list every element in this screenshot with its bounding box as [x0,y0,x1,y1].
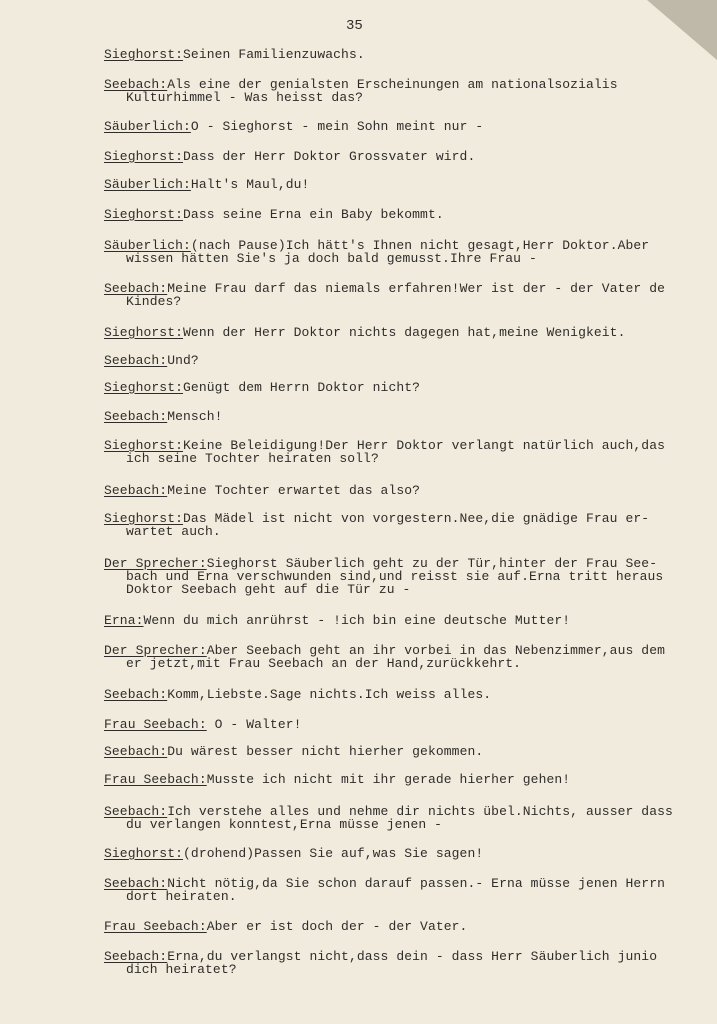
speech-text: Wenn der Herr Doktor nichts dagegen hat,meine Wenigkeit. [183,325,626,340]
dialogue-line [104,120,716,133]
speaker-name: Seebach: [104,876,168,891]
speech-continuation: wissen hätten Sie's ja doch bald gemusst.Ihre Frau - [126,251,537,266]
speaker-name: Sieghorst: [104,47,184,62]
speech-continuation: bach und Erna verschwunden sind,und reisst sie auf.Erna tritt heraus [126,569,664,584]
dialogue-line [104,718,716,731]
speaker-name: Frau Seebach: [104,919,207,934]
dialogue-line [104,410,716,423]
speech-continuation: du verlangen konntest,Erna müsse jenen - [126,817,443,832]
speech-continuation: er jetzt,mit Frau Seebach an der Hand,zurückkehrt. [126,656,522,671]
dialogue-line [104,381,716,394]
speech-text: Als eine der genialsten Erscheinungen am nationalsozialis [167,77,618,92]
speech-continuation: Kindes? [126,294,182,309]
speaker-name: Der Sprecher: [104,556,207,571]
speaker-name: Frau Seebach: [104,717,207,732]
speech-text: Du wärest besser nicht hierher gekommen. [167,744,484,759]
line-first [104,773,716,786]
speech-text: Keine Beleidigung!Der Herr Doktor verlangt natürlich auch,das [183,438,665,453]
speaker-name: Seebach: [104,353,168,368]
speaker-name: Seebach: [104,949,168,964]
dialogue-line [104,614,716,627]
speaker-name: Sieghorst: [104,149,184,164]
dialogue-line [104,354,716,367]
dialogue-line [104,326,716,339]
speech-text: Aber er ist doch der - der Vater. [206,919,468,934]
speaker-name: Seebach: [104,804,168,819]
dialogue-line [104,150,716,163]
speech-text: Erna,du verlangst nicht,dass dein - dass Herr Säuberlich junio [167,949,658,964]
dialogue-line [104,847,716,860]
speech-text: Meine Frau darf das niemals erfahren!Wer ist der - der Vater de [167,281,665,296]
speech-continuation: ich seine Tochter heiraten soll? [126,451,379,466]
line-first [104,326,716,339]
line-first [104,484,716,497]
speech-continuation: wartet auch. [126,524,221,539]
speech-text: Genügt dem Herrn Doktor nicht? [183,380,421,395]
speaker-name: Sieghorst: [104,511,184,526]
speaker-name: Säuberlich: [104,119,191,134]
speech-text: Das Mädel ist nicht von vorgestern.Nee,die gnädige Frau er- [183,511,650,526]
speaker-name: Erna: [104,613,144,628]
speech-text: Dass seine Erna ein Baby bekommt. [183,207,444,222]
dialogue-line [104,239,716,265]
speaker-name: Sieghorst: [104,846,184,861]
line-first [104,381,716,394]
speaker-name: Seebach: [104,483,168,498]
dialogue-line [104,805,716,831]
dialogue-line [104,78,716,104]
dialogue-line [104,557,716,596]
speech-text: Halt's Maul,du! [190,177,310,192]
dialogue-line [104,920,716,933]
dialogue-line [104,208,716,221]
speaker-name: Der Sprecher: [104,643,207,658]
line-first [104,847,716,860]
speech-text: (nach Pause)Ich hätt's Ihnen nicht gesagt,Herr Doktor.Aber [190,238,650,253]
speaker-name: Seebach: [104,77,168,92]
speaker-name: Seebach: [104,744,168,759]
line-first [104,410,716,423]
speaker-name: Sieghorst: [104,438,184,453]
dialogue-line [104,484,716,497]
speech-continuation: Doktor Seebach geht auf die Tür zu - [126,582,411,597]
line-first [104,745,716,758]
speaker-name: Seebach: [104,687,168,702]
speaker-name: Sieghorst: [104,207,184,222]
speaker-name: Seebach: [104,281,168,296]
speech-text: Wenn du mich anrührst - !ich bin eine deutsche Mutter! [143,613,571,628]
speaker-name: Frau Seebach: [104,772,207,787]
speech-text: Musste ich nicht mit ihr gerade hierher gehen! [206,772,571,787]
speech-text: Meine Tochter erwartet das also? [167,483,421,498]
dialogue-line [104,688,716,701]
speech-continuation: Kulturhimmel - Was heisst das? [126,90,364,105]
line-first [104,718,716,731]
dialogue-line [104,773,716,786]
line-first [104,150,716,163]
page-number: 35 [346,18,363,34]
line-first [104,120,716,133]
speech-text: O - Walter! [206,717,302,732]
dialogue-line [104,178,716,191]
dialogue-line [104,877,716,903]
speaker-name: Sieghorst: [104,380,184,395]
line-first [104,354,716,367]
dialogue-line [104,745,716,758]
speech-text: Dass der Herr Doktor Grossvater wird. [183,149,476,164]
dialogue-line [104,512,716,538]
line-first [104,48,716,61]
speech-text: Mensch! [167,409,223,424]
line-first [104,920,716,933]
speaker-name: Sieghorst: [104,325,184,340]
speech-continuation: dort heiraten. [126,889,237,904]
speaker-name: Seebach: [104,409,168,424]
speech-text: (drohend)Passen Sie auf,was Sie sagen! [183,846,484,861]
speech-continuation: dich heiratet? [126,962,237,977]
dialogue-line [104,950,716,976]
speaker-name: Säuberlich: [104,238,191,253]
dialogue-line [104,644,716,670]
dialogue-line [104,439,716,465]
line-first [104,688,716,701]
speech-text: Sieghorst Säuberlich geht zu der Tür,hinter der Frau See- [206,556,658,571]
speech-text: Seinen Familienzuwachs. [183,47,365,62]
dialogue-line [104,48,716,61]
line-first [104,178,716,191]
speech-text: Nicht nötig,da Sie schon darauf passen.- Erna müsse jenen Herrn [167,876,665,891]
speech-text: Aber Seebach geht an ihr vorbei in das Nebenzimmer,aus dem [206,643,665,658]
line-first [104,282,716,295]
speaker-name: Säuberlich: [104,177,191,192]
speech-text: Und? [167,353,199,368]
speech-text: Ich verstehe alles und nehme dir nichts übel.Nichts, ausser dass [167,804,673,819]
speech-text: Komm,Liebste.Sage nichts.Ich weiss alles. [167,687,492,702]
line-first [104,614,716,627]
dialogue-line [104,282,716,308]
speech-text: O - Sieghorst - mein Sohn meint nur - [190,119,484,134]
line-first [104,208,716,221]
